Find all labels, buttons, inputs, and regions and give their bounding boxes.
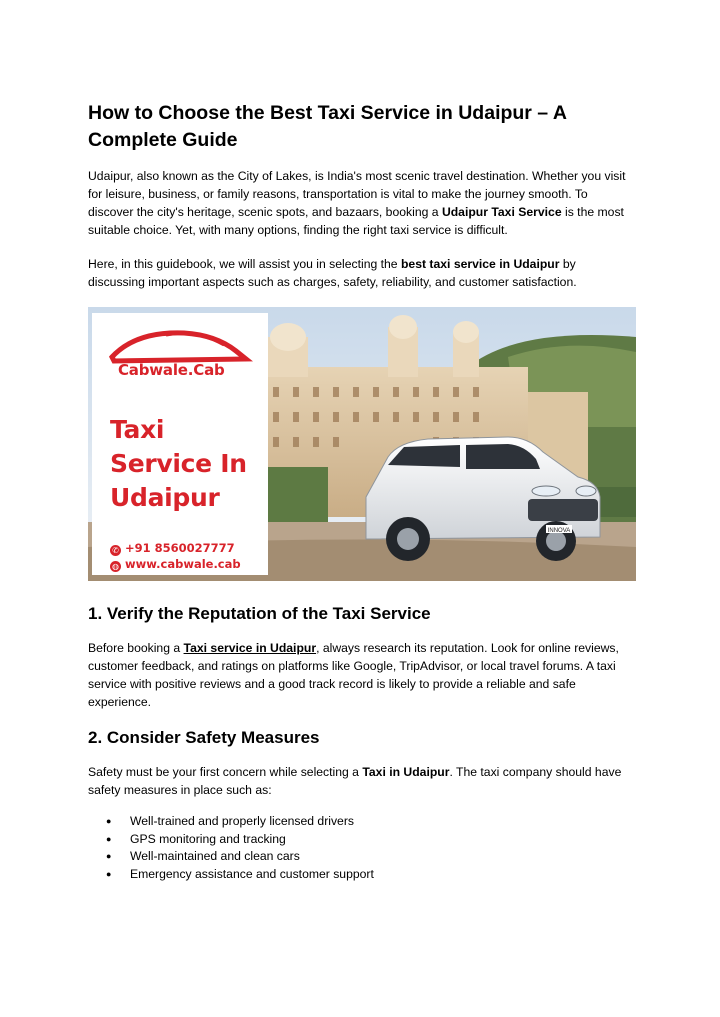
list-item: ● Well-maintained and clean cars	[106, 848, 636, 866]
safety-measures-list	[88, 813, 636, 883]
list-item: ● Well-trained and properly licensed drivers	[106, 813, 636, 831]
section-1-text-end: , always research its reputation. Look for online reviews, customer feedback, and ratings on platforms like Google, TripAdvisor, or local travel forums. A taxi service with positive reviews and a good track record is likely to provide a reliable and safe experience.	[88, 641, 619, 709]
list-item: ● Emergency assistance and customer support	[106, 866, 636, 884]
banner-website	[110, 557, 241, 572]
best-taxi-service-bold: best taxi service in Udaipur	[400, 257, 560, 271]
intro-text-end: is the most suitable choice. Yet, with many options, finding the right taxi service is difficult.	[88, 205, 624, 237]
intro2-text-end: by discussing important aspects such as charges, safety, reliability, and customer satisfaction.	[88, 257, 577, 289]
banner-headline: Taxi Service In Udaipur	[110, 415, 247, 512]
intro-paragraph-2	[88, 255, 636, 291]
section-2-text: Safety must be your first concern while selecting a	[88, 765, 363, 779]
taxi-in-udaipur-bold: Taxi in Udaipur	[362, 765, 450, 779]
article	[88, 100, 636, 883]
section-1-heading: 1. Verify the Reputation of the Taxi Service	[88, 604, 431, 623]
ad-card	[92, 313, 268, 575]
taxi-service-udaipur-link[interactable]: Taxi service in Udaipur	[183, 641, 317, 655]
website-url: www.cabwale.cab	[125, 557, 241, 571]
section-2-paragraph	[88, 763, 636, 799]
section-1-text: Before booking a	[88, 641, 184, 655]
article-title: How to Choose the Best Taxi Service in Udaipur – A Complete Guide	[88, 102, 567, 151]
section-2-text-end: . The taxi company should have safety measures in place such as:	[88, 765, 622, 797]
section-1-paragraph	[88, 639, 636, 711]
intro-paragraph-1	[88, 167, 636, 239]
car-badge: INNOVA	[547, 528, 571, 534]
udaipur-taxi-service-bold: Udaipur Taxi Service	[441, 205, 562, 219]
section-2-heading: 2. Consider Safety Measures	[88, 728, 320, 747]
phone-number: +91 8560027777	[125, 541, 235, 555]
brand-name: Cabwale.Cab	[118, 361, 225, 379]
list-item: ● GPS monitoring and tracking	[106, 831, 636, 849]
intro2-text: Here, in this guidebook, we will assist you in selecting the	[88, 257, 401, 271]
globe-icon: ◍	[110, 561, 121, 572]
intro-text: Udaipur, also known as the City of Lakes, is India's most scenic travel destination. Whether you visit for leisure, business, or family reasons, transportation is vital to make the journey smooth. To discover the city's heritage, scenic spots, and bazaars, booking a	[88, 169, 626, 219]
promo-banner-image	[88, 307, 636, 581]
phone-icon: ✆	[110, 545, 121, 556]
banner-phone	[110, 541, 235, 556]
